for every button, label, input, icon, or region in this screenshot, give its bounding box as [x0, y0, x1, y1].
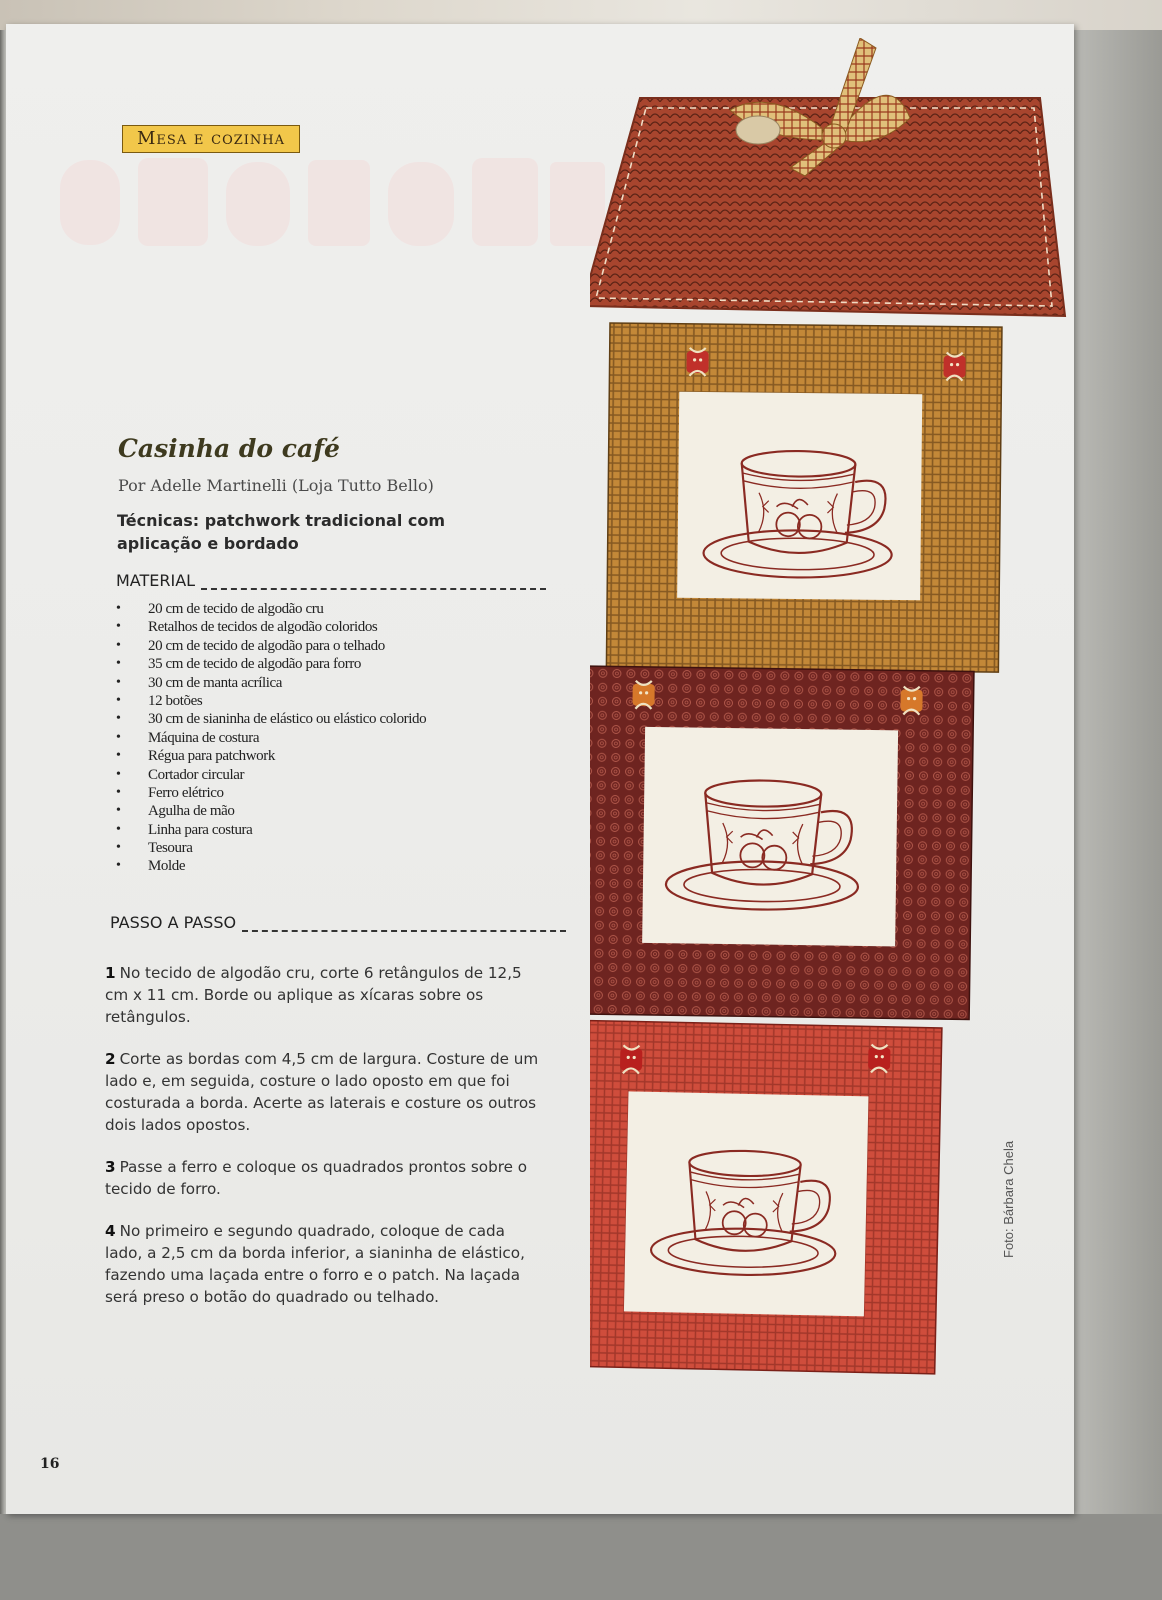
steps-heading-rule	[242, 922, 566, 932]
steps-heading-text: PASSO A PASSO	[110, 913, 237, 932]
list-item: • 12 botões	[114, 692, 426, 710]
techniques-line-2: aplicação e bordado	[117, 534, 299, 553]
list-item: • Molde	[114, 857, 426, 875]
list-item: • 30 cm de manta acrílica	[114, 674, 426, 692]
material-heading-text: MATERIAL	[116, 571, 196, 590]
article-techniques	[117, 509, 477, 555]
step-number: 3	[105, 1158, 116, 1176]
list-item: • Cortador circular	[114, 766, 426, 784]
list-item: • 20 cm de tecido de algodão cru	[114, 600, 426, 618]
photo-credit: Foto: Bárbara Chela	[1001, 1140, 1016, 1258]
list-item: • 35 cm de tecido de algodão para forro	[114, 655, 426, 673]
steps-heading	[110, 913, 566, 932]
list-item: • 20 cm de tecido de algodão para o telhado	[114, 637, 426, 655]
list-item: • Ferro elétrico	[114, 784, 426, 802]
list-item: • Agulha de mão	[114, 802, 426, 820]
techniques-line-1: Técnicas: patchwork tradicional com	[117, 511, 446, 530]
list-item: • 30 cm de sianinha de elástico ou elástico colorido	[114, 710, 426, 728]
step-paragraph	[105, 962, 545, 1028]
material-heading	[116, 571, 546, 590]
step-text: Corte as bordas com 4,5 cm de largura. Costure de um lado e, em seguida, costure o lado oposto em que foi costurada a borda. Acerte as laterais e costure os outros dois lados opostos.	[105, 1050, 539, 1134]
step-number: 2	[105, 1050, 116, 1068]
list-item: • Régua para patchwork	[114, 747, 426, 765]
list-item: • Tesoura	[114, 839, 426, 857]
list-item: • Linha para costura	[114, 821, 426, 839]
material-heading-rule	[201, 580, 546, 590]
step-paragraph	[105, 1156, 545, 1200]
step-number: 1	[105, 964, 116, 982]
step-paragraph	[105, 1048, 545, 1136]
list-item: • Retalhos de tecidos de algodão coloridos	[114, 618, 426, 636]
page-bottom-background	[0, 1514, 1162, 1600]
article-author: Por Adelle Martinelli (Loja Tutto Bello)	[118, 476, 434, 495]
steps-body	[105, 962, 545, 1328]
coffee-house-quilt-photo	[590, 38, 1090, 1398]
material-list	[114, 600, 426, 876]
step-text: Passe a ferro e coloque os quadrados prontos sobre o tecido de forro.	[105, 1158, 528, 1198]
step-number: 4	[105, 1222, 116, 1240]
step-text: No primeiro e segundo quadrado, coloque de cada lado, a 2,5 cm da borda inferior, a sianinha de elástico, fazendo uma laçada entre o forro e o patch. Na laçada será preso o botão do quadrado ou telhado.	[105, 1222, 525, 1306]
section-tag: Mesa e cozinha	[122, 125, 300, 153]
page-number: 16	[40, 1456, 60, 1472]
step-paragraph	[105, 1220, 545, 1308]
step-text: No tecido de algodão cru, corte 6 retângulos de 12,5 cm x 11 cm. Borde ou aplique as xícaras sobre os retângulos.	[105, 964, 522, 1026]
article-title: Casinha do café	[118, 434, 340, 463]
list-item: • Máquina de costura	[114, 729, 426, 747]
show-through-lettering	[60, 150, 605, 255]
